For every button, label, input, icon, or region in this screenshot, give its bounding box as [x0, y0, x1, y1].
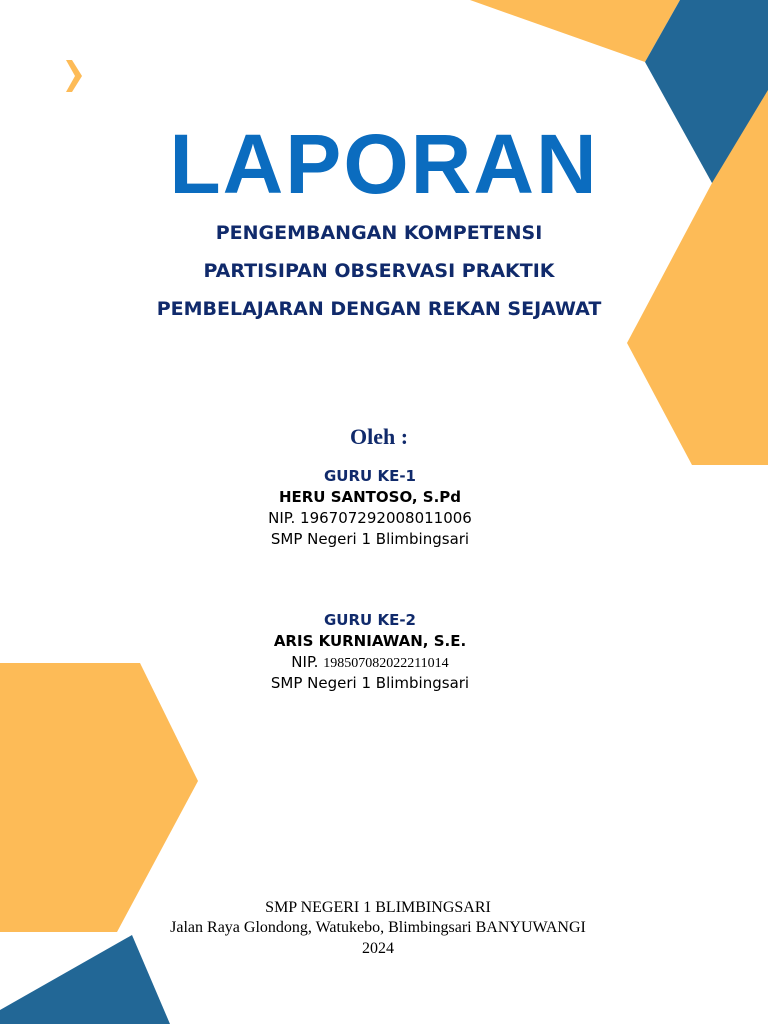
- teacher-school: SMP Negeri 1 Blimbingsari: [270, 530, 470, 548]
- footer-address: Jalan Raya Glondong, Watukebo, Blimbingsari BANYUWANGI: [170, 919, 586, 936]
- nip-prefix: NIP.: [268, 509, 296, 527]
- subtitle-line-3: PEMBELAJARAN DENGAN REKAN SEJAWAT: [156, 298, 602, 320]
- footer-year: 2024: [362, 940, 394, 957]
- report-title: LAPORAN: [169, 117, 599, 211]
- bottom-left-yellow-hexagon: [0, 663, 198, 932]
- teacher-name: ARIS KURNIAWAN, S.E.: [273, 632, 467, 650]
- footer-school-name: SMP NEGERI 1 BLIMBINGSARI: [265, 899, 491, 916]
- author-intro: Oleh :: [349, 424, 409, 449]
- teacher-school: SMP Negeri 1 Blimbingsari: [270, 674, 470, 692]
- teacher-label: GURU KE-2: [324, 611, 416, 629]
- teacher-label: GURU KE-1: [324, 467, 416, 485]
- subtitle-line-2: PARTISIPAN OBSERVASI PRAKTIK: [203, 260, 555, 282]
- teacher-nip: [0, 511, 740, 526]
- nip-prefix: NIP.: [291, 653, 319, 671]
- teacher-name: HERU SANTOSO, S.Pd: [278, 488, 462, 506]
- top-right-yellow-band: [470, 0, 680, 62]
- chevron-icon: [66, 60, 82, 92]
- teacher-nip: [0, 655, 740, 671]
- nip-number: 198507082022211014: [323, 656, 449, 671]
- nip-number: 196707292008011006: [300, 509, 472, 527]
- subtitle-line-1: PENGEMBANGAN KOMPETENSI: [215, 222, 543, 244]
